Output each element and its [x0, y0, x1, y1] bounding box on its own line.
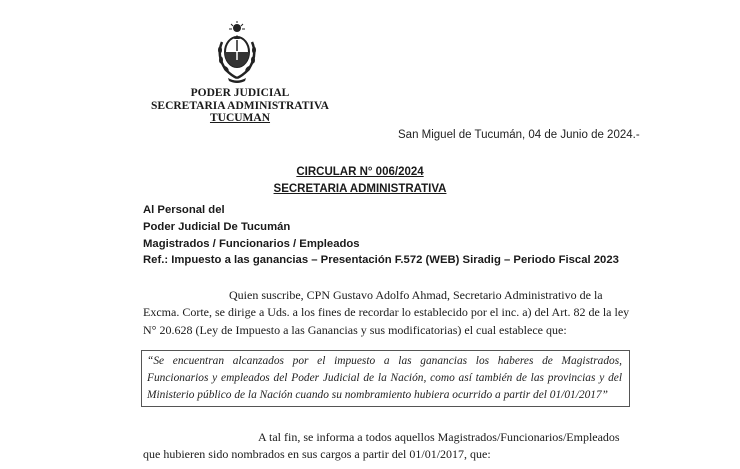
circular-number: CIRCULAR N° 006/2024 — [296, 166, 424, 178]
paragraph1-line-1: Quien suscribe, CPN Gustavo Adolfo Ahmad, Secretario Administrativo de la — [229, 288, 603, 302]
paragraph2-line-1: A tal fin, se informa a todos aquellos Magistrados/Funcionarios/Empleados — [258, 430, 620, 444]
coat-of-arms-seal-icon — [212, 20, 262, 84]
quote-line-3: Ministerio público de la Nación cuando su nombramiento hubiera ocurrido a partir del 01/01/2017” — [147, 389, 608, 401]
paragraph2-line-2: que hubieren sido nombrados en sus cargos a partir del 01/01/2017, que: — [143, 447, 491, 461]
institution-header — [140, 87, 340, 125]
recipient-line-3: Magistrados / Funcionarios / Empleados — [143, 238, 360, 250]
quote-line-2: Funcionarios y empleados del Poder Judicial de la Nación, como así también de las provincias y del — [147, 372, 622, 384]
paragraph1-line-3: N° 20.628 (Ley de Impuesto a las Ganancias y sus modificatorias) el cual establece que: — [143, 323, 567, 337]
recipient-line-1: Al Personal del — [143, 204, 225, 216]
paragraph1-line-2: Excma. Corte, se dirige a Uds. a los fines de recordar lo establecido por el inc. a) del Art. 82 de la ley — [143, 305, 630, 319]
header-line-secretaria: SECRETARIA ADMINISTRATIVA — [151, 99, 329, 112]
document-date: San Miguel de Tucumán, 04 de Junio de 2024.- — [398, 129, 640, 141]
circular-department: SECRETARIA ADMINISTRATIVA — [273, 183, 447, 195]
law-quote-box — [141, 350, 630, 407]
quote-line-1: “Se encuentran alcanzados por el impuesto a las ganancias los haberes de Magistrados, — [147, 355, 622, 367]
recipient-line-2: Poder Judicial De Tucumán — [143, 221, 291, 233]
reference-line: Ref.: Impuesto a las ganancias – Presentación F.572 (WEB) Siradig – Periodo Fiscal 2023 — [143, 254, 619, 266]
header-line-tucuman: TUCUMAN — [209, 112, 271, 124]
header-line-poder-judicial: PODER JUDICIAL — [190, 87, 290, 99]
